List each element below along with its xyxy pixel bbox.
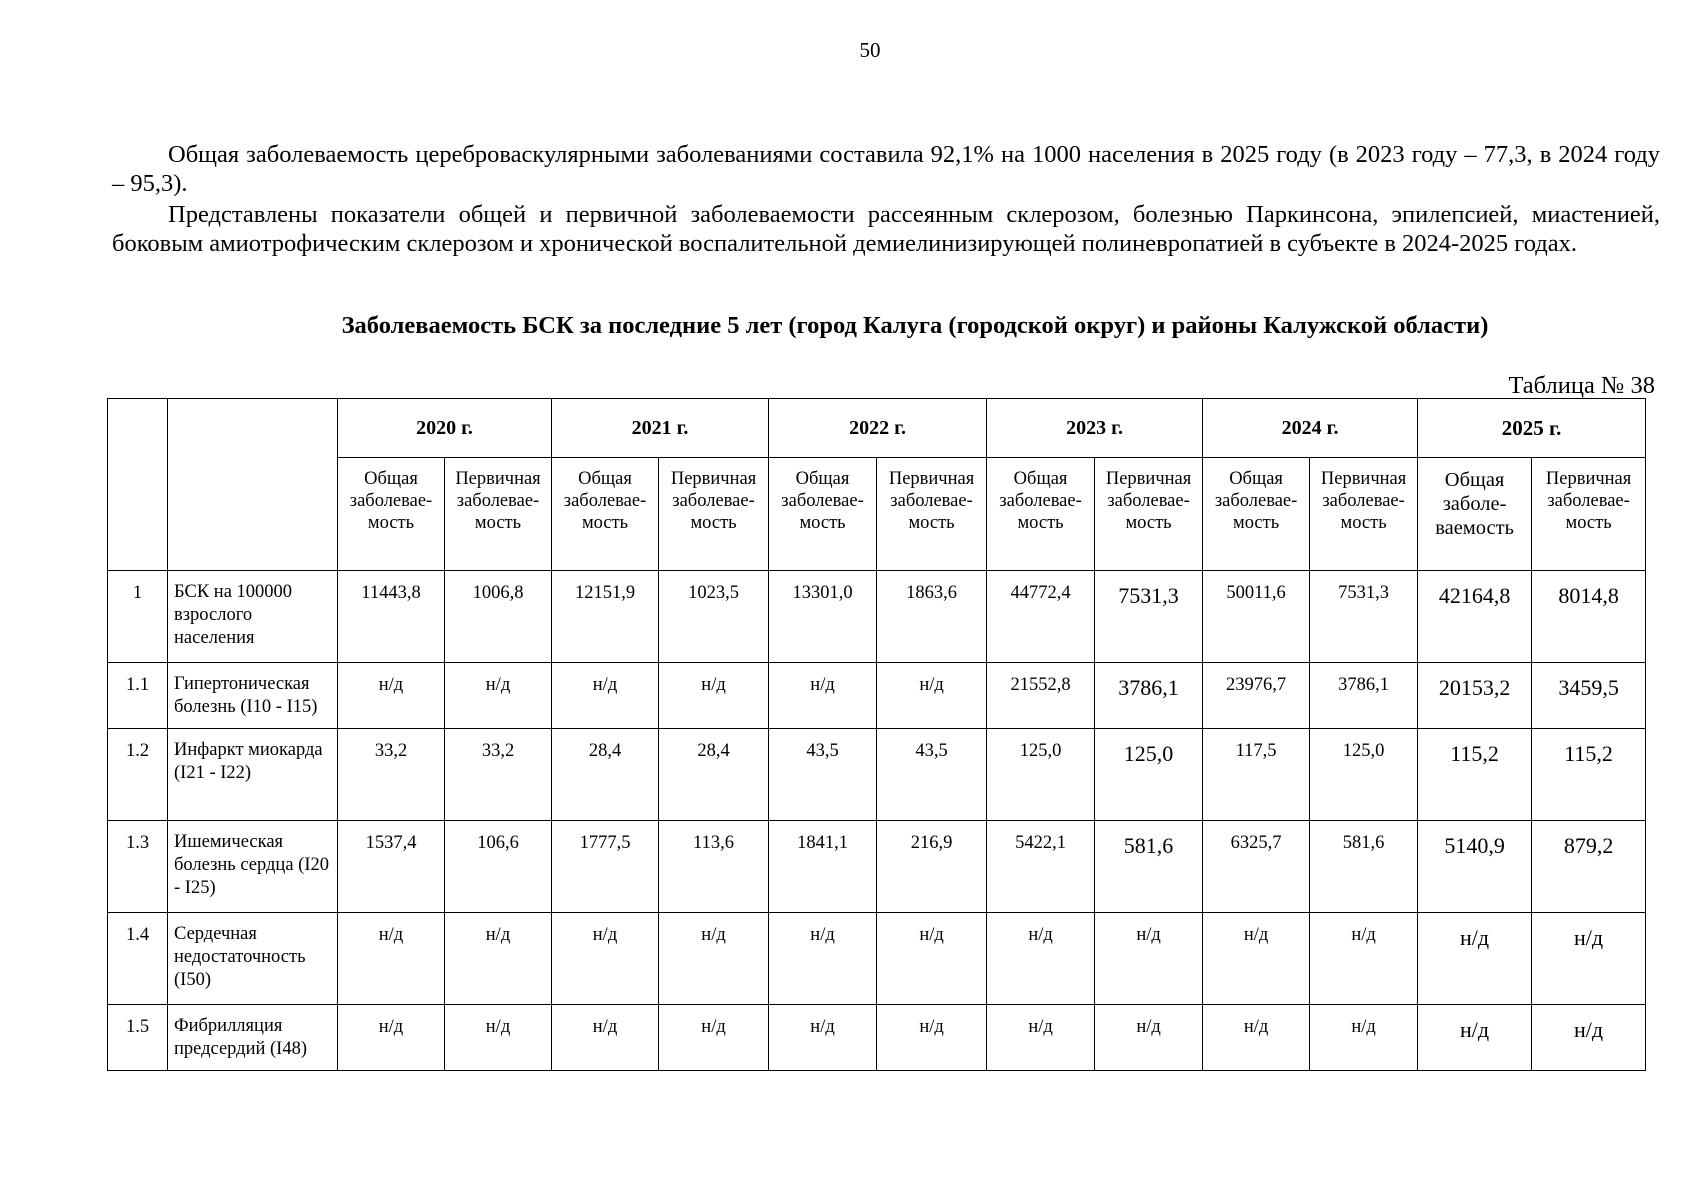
value-cell: 20153,2: [1418, 663, 1532, 729]
value-cell: 13301,0: [769, 571, 877, 663]
value-cell: 12151,9: [552, 571, 659, 663]
table-row: [108, 729, 1646, 821]
value-cell: 3786,1: [1095, 663, 1203, 729]
sub-header-general: Общая заболевае-мость: [769, 458, 877, 571]
value-cell: 7531,3: [1095, 571, 1203, 663]
year-header-row: [108, 399, 1646, 458]
value-cell: 7531,3: [1310, 571, 1418, 663]
row-name: Фибрилляция предсердий (I48): [168, 1005, 338, 1071]
sub-header-primary: Первичная заболевае-мость: [659, 458, 769, 571]
table-row: [108, 821, 1646, 913]
year-header-2024: 2024 г.: [1203, 399, 1418, 458]
value-cell: 50011,6: [1203, 571, 1310, 663]
value-cell: 125,0: [987, 729, 1095, 821]
value-cell: н/д: [445, 1005, 552, 1071]
value-cell: н/д: [445, 663, 552, 729]
value-cell: 106,6: [445, 821, 552, 913]
value-cell: 216,9: [877, 821, 987, 913]
value-cell: н/д: [1532, 913, 1646, 1005]
year-header-2022: 2022 г.: [769, 399, 987, 458]
value-cell: н/д: [338, 1005, 445, 1071]
row-index: 1.4: [108, 913, 168, 1005]
sub-header-row: [108, 458, 1646, 571]
row-index: 1: [108, 571, 168, 663]
value-cell: 115,2: [1532, 729, 1646, 821]
value-cell: н/д: [1203, 913, 1310, 1005]
value-cell: н/д: [769, 663, 877, 729]
header-name-cell: [168, 399, 338, 571]
value-cell: 11443,8: [338, 571, 445, 663]
table-number-label: Таблица № 38: [1508, 372, 1655, 399]
sub-header-primary: Первичная заболевае-мость: [1095, 458, 1203, 571]
value-cell: 28,4: [659, 729, 769, 821]
value-cell: н/д: [769, 1005, 877, 1071]
row-name: Гипертоническая болезнь (I10 - I15): [168, 663, 338, 729]
value-cell: 1537,4: [338, 821, 445, 913]
value-cell: н/д: [659, 913, 769, 1005]
value-cell: н/д: [1203, 1005, 1310, 1071]
value-cell: 113,6: [659, 821, 769, 913]
row-index: 1.3: [108, 821, 168, 913]
value-cell: 3786,1: [1310, 663, 1418, 729]
value-cell: 581,6: [1095, 821, 1203, 913]
value-cell: н/д: [445, 913, 552, 1005]
value-cell: н/д: [987, 1005, 1095, 1071]
table-row: [108, 571, 1646, 663]
morbidity-table: [107, 398, 1646, 1071]
value-cell: н/д: [1418, 1005, 1532, 1071]
table-row: [108, 913, 1646, 1005]
value-cell: н/д: [1418, 913, 1532, 1005]
row-name: БСК на 100000 взрослого населения: [168, 571, 338, 663]
sub-header-primary-2025: Первичная заболевае-мость: [1532, 458, 1646, 571]
value-cell: 5140,9: [1418, 821, 1532, 913]
value-cell: н/д: [552, 1005, 659, 1071]
paragraph-cerebrovascular: Общая заболеваемость цереброваскулярными заболеваниями составила 92,1% на 1000 населения в 2025 году (в 2023 году – 77,3, в 2024 году – 95,3).: [112, 141, 1660, 197]
sub-header-primary: Первичная заболевае-мость: [877, 458, 987, 571]
value-cell: 6325,7: [1203, 821, 1310, 913]
sub-header-general: Общая заболевае-мость: [338, 458, 445, 571]
row-index: 1.2: [108, 729, 168, 821]
value-cell: 1777,5: [552, 821, 659, 913]
year-header-2021: 2021 г.: [552, 399, 769, 458]
sub-header-primary: Первичная заболевае-мость: [445, 458, 552, 571]
value-cell: н/д: [552, 913, 659, 1005]
value-cell: 21552,8: [987, 663, 1095, 729]
value-cell: 115,2: [1418, 729, 1532, 821]
value-cell: 125,0: [1095, 729, 1203, 821]
value-cell: 5422,1: [987, 821, 1095, 913]
value-cell: 1023,5: [659, 571, 769, 663]
value-cell: н/д: [987, 913, 1095, 1005]
value-cell: 1863,6: [877, 571, 987, 663]
value-cell: 43,5: [769, 729, 877, 821]
value-cell: н/д: [877, 663, 987, 729]
value-cell: н/д: [1095, 1005, 1203, 1071]
value-cell: н/д: [552, 663, 659, 729]
sub-header-general: Общая заболевае-мость: [987, 458, 1095, 571]
value-cell: 3459,5: [1532, 663, 1646, 729]
value-cell: н/д: [1095, 913, 1203, 1005]
value-cell: н/д: [769, 913, 877, 1005]
value-cell: 125,0: [1310, 729, 1418, 821]
header-index-cell: [108, 399, 168, 571]
value-cell: н/д: [877, 1005, 987, 1071]
value-cell: н/д: [1532, 1005, 1646, 1071]
table-row: [108, 663, 1646, 729]
value-cell: н/д: [659, 1005, 769, 1071]
value-cell: 33,2: [445, 729, 552, 821]
value-cell: 42164,8: [1418, 571, 1532, 663]
row-name: Ишемическая болезнь сердца (I20 - I25): [168, 821, 338, 913]
value-cell: 43,5: [877, 729, 987, 821]
value-cell: 879,2: [1532, 821, 1646, 913]
year-header-2020: 2020 г.: [338, 399, 552, 458]
value-cell: 28,4: [552, 729, 659, 821]
sub-header-primary: Первичная заболевае-мость: [1310, 458, 1418, 571]
value-cell: 23976,7: [1203, 663, 1310, 729]
value-cell: н/д: [338, 663, 445, 729]
value-cell: 44772,4: [987, 571, 1095, 663]
sub-header-general: Общая заболевае-мость: [552, 458, 659, 571]
value-cell: н/д: [877, 913, 987, 1005]
value-cell: 117,5: [1203, 729, 1310, 821]
value-cell: н/д: [1310, 1005, 1418, 1071]
row-index: 1.5: [108, 1005, 168, 1071]
table-title: Заболеваемость БСК за последние 5 лет (город Калуга (городской округ) и районы Калужской области): [341, 312, 1489, 339]
value-cell: 1841,1: [769, 821, 877, 913]
value-cell: н/д: [338, 913, 445, 1005]
value-cell: 33,2: [338, 729, 445, 821]
row-index: 1.1: [108, 663, 168, 729]
sub-header-general: Общая заболевае-мость: [1203, 458, 1310, 571]
value-cell: н/д: [1310, 913, 1418, 1005]
value-cell: 581,6: [1310, 821, 1418, 913]
year-header-2023: 2023 г.: [987, 399, 1203, 458]
page-number: 50: [859, 38, 881, 62]
value-cell: н/д: [659, 663, 769, 729]
row-name: Инфаркт миокарда (I21 - I22): [168, 729, 338, 821]
row-name: Сердечная недостаточность (I50): [168, 913, 338, 1005]
value-cell: 8014,8: [1532, 571, 1646, 663]
year-header-2025: 2025 г.: [1418, 399, 1646, 458]
sub-header-general-2025: Общая заболе-ваемость: [1418, 458, 1532, 571]
table-row: [108, 1005, 1646, 1071]
value-cell: 1006,8: [445, 571, 552, 663]
paragraph-indicators: Представлены показатели общей и первичной заболеваемости рассеянным склерозом, болезнью Паркинсона, эпилепсией, миастенией, боковым амиотрофическим склерозом и хронической воспалительной демиелинизирующей полиневропатией в субъекте в 2024-2025 годах.: [112, 201, 1660, 257]
